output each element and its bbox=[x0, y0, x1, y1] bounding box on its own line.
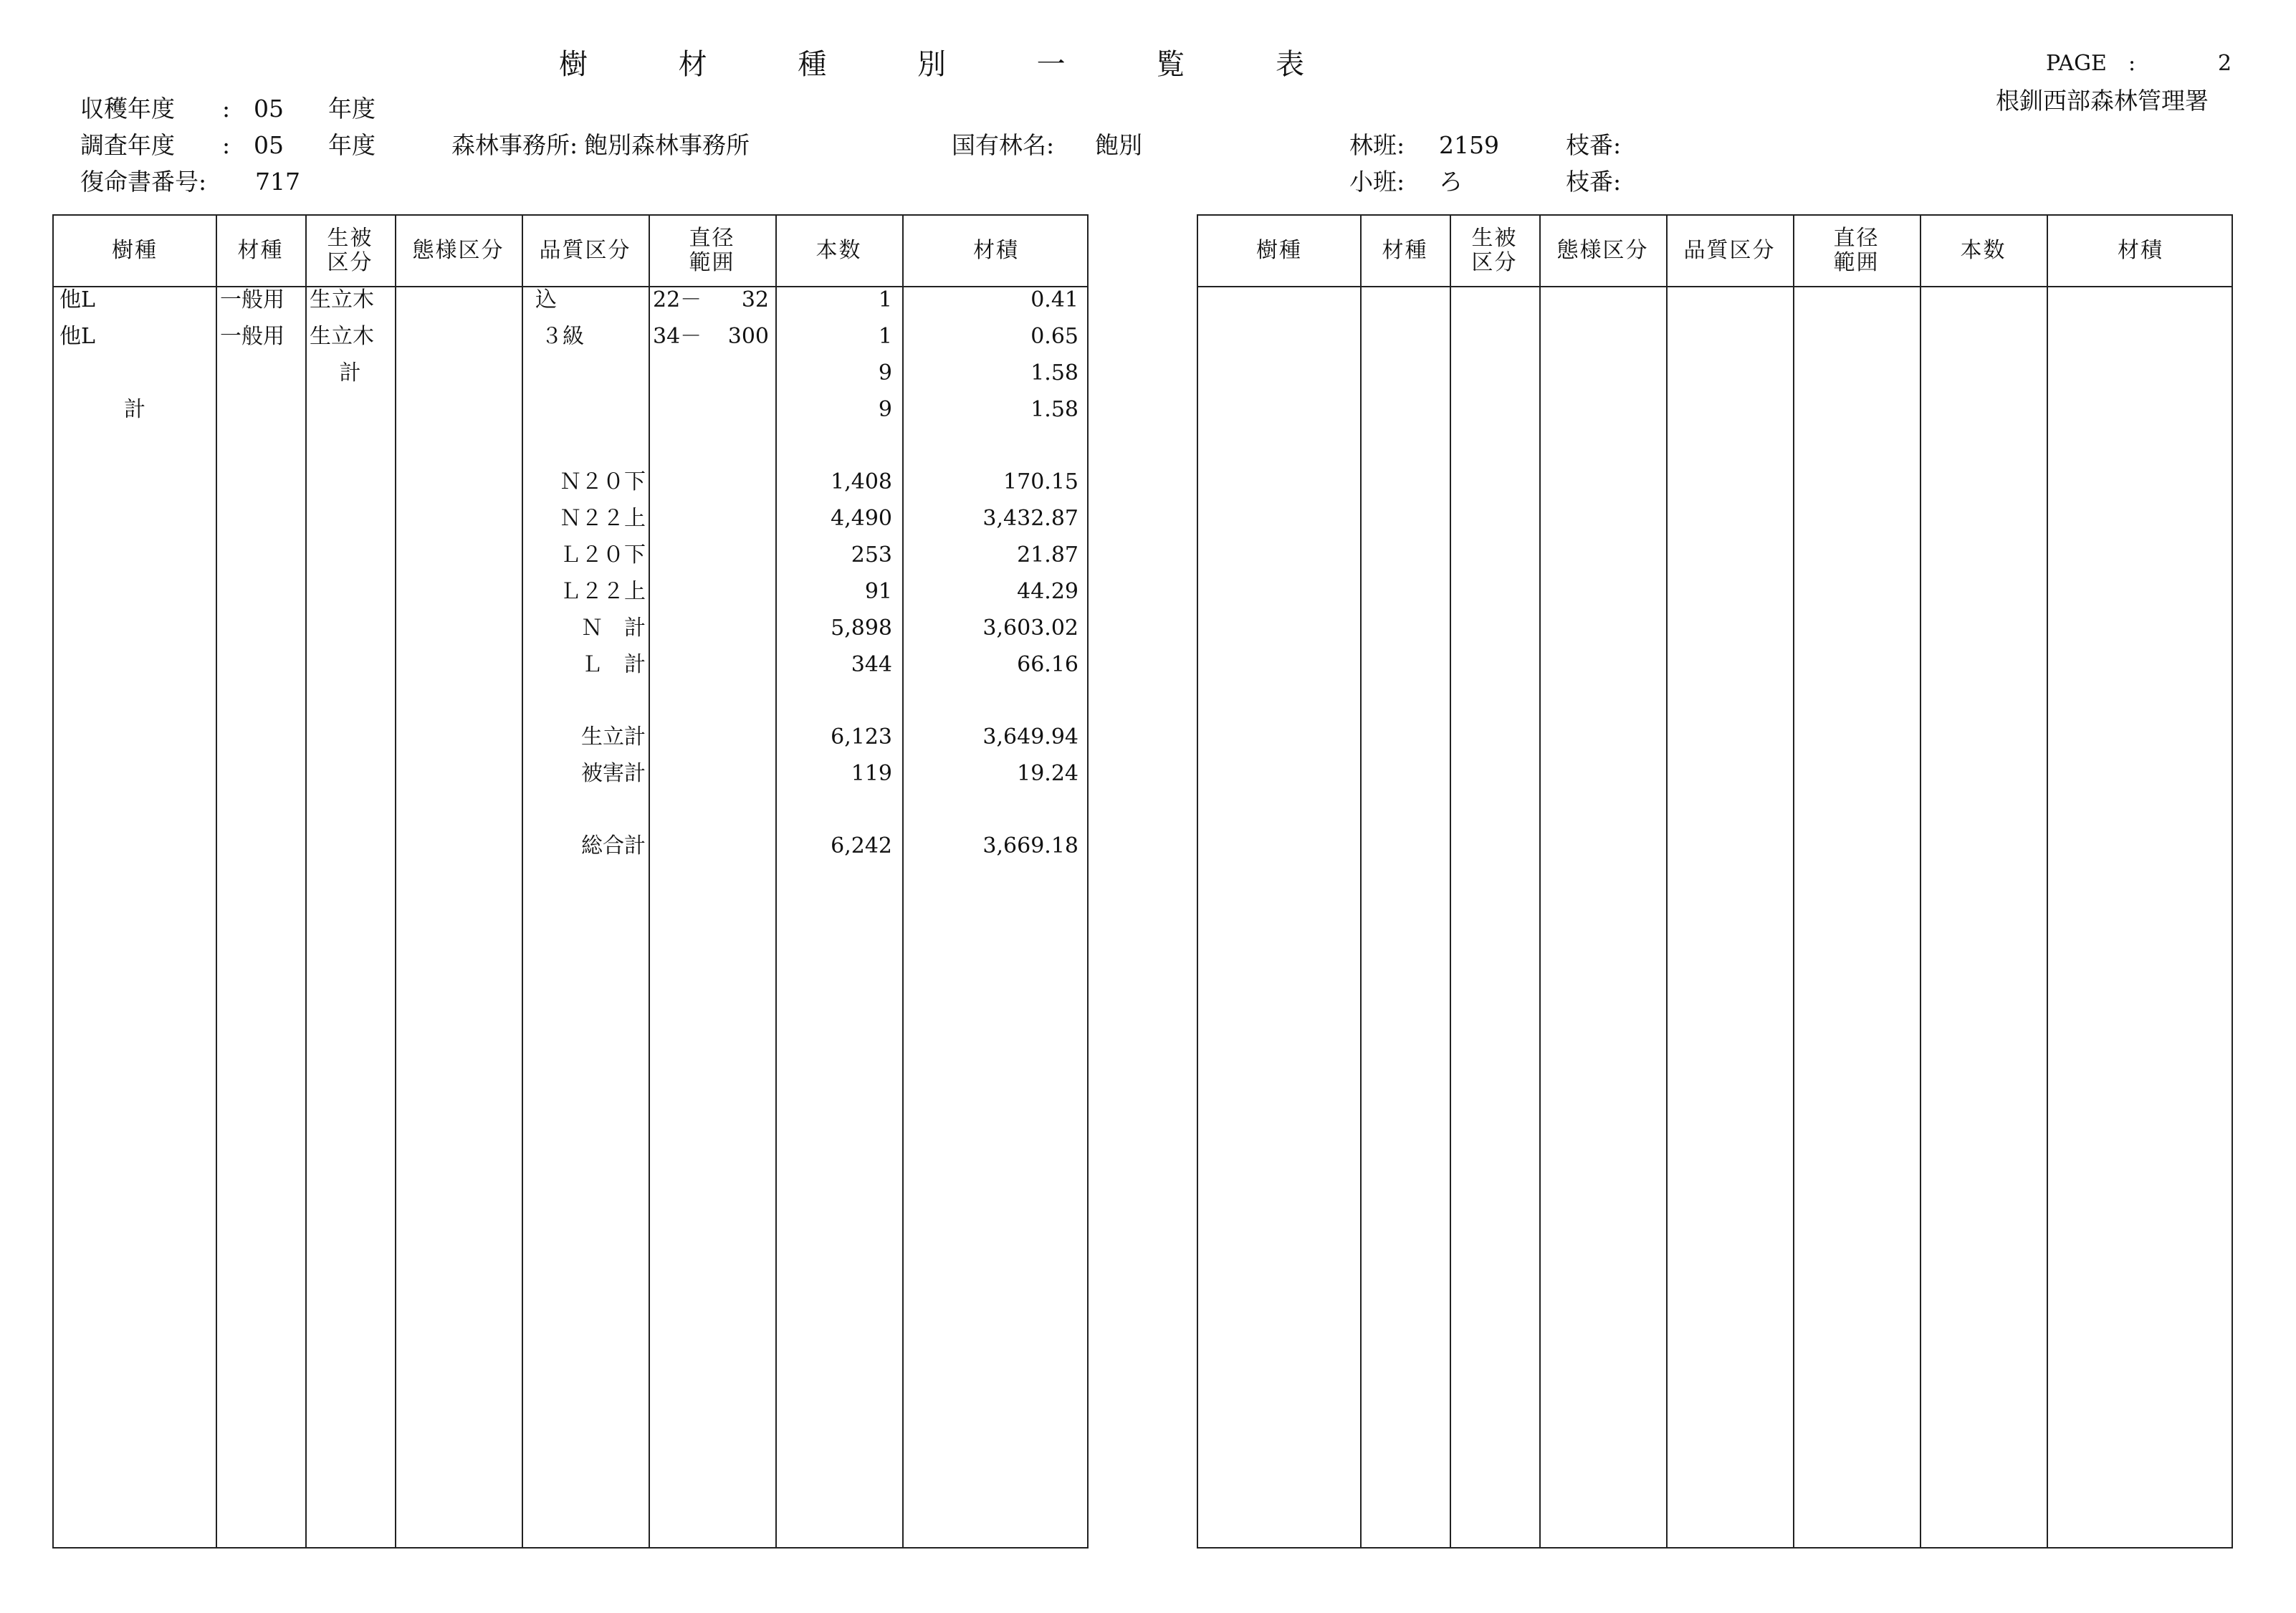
col-header-diameter: 直径 範囲 bbox=[1833, 225, 1880, 275]
col-header-volume: 材積 bbox=[973, 237, 1019, 263]
title-char: 覧 bbox=[1156, 48, 1185, 81]
summary-count: 1,408 bbox=[831, 469, 892, 494]
col-header-species: 樹種 bbox=[1256, 237, 1302, 263]
cell-volume: 0.41 bbox=[1030, 287, 1078, 312]
col-header-form: 態様区分 bbox=[412, 237, 504, 263]
summary-count: 91 bbox=[864, 579, 892, 604]
forest-office-label: 森林事務所: bbox=[451, 131, 578, 159]
title-char: 材 bbox=[678, 48, 707, 81]
col-header-count: 本数 bbox=[1960, 237, 2006, 263]
summary-count: 344 bbox=[851, 652, 892, 677]
national-forest-label: 国有林名: bbox=[952, 131, 1055, 159]
summary-count: 119 bbox=[851, 761, 892, 786]
cell-species: 他L bbox=[59, 287, 95, 312]
cell-quality: ３級 bbox=[541, 324, 584, 349]
summary-label: Ｌ２０下 bbox=[560, 542, 646, 568]
cell-species: 他L bbox=[59, 324, 95, 349]
compartment-label: 林班: bbox=[1349, 131, 1405, 159]
cell-material: 一般用 bbox=[220, 287, 284, 312]
summary-volume: 66.16 bbox=[1017, 652, 1078, 677]
col-header-species: 樹種 bbox=[112, 237, 158, 263]
summary-label: Ｎ２２上 bbox=[560, 506, 646, 531]
summary-label: 生立計 bbox=[581, 724, 646, 750]
title-char: 種 bbox=[798, 48, 827, 81]
title-char: 表 bbox=[1275, 48, 1304, 81]
title-char: 一 bbox=[1036, 48, 1066, 81]
summary-label: Ｎ 計 bbox=[581, 616, 646, 641]
branch-label-2: 枝番: bbox=[1566, 168, 1622, 196]
summary-volume: 3,432.87 bbox=[982, 506, 1078, 531]
branch-label: 枝番: bbox=[1566, 131, 1622, 159]
cell-diameter-max: 300 bbox=[727, 324, 769, 349]
summary-volume: 3,649.94 bbox=[982, 724, 1078, 750]
summary-count: 4,490 bbox=[831, 506, 892, 531]
species-table-right bbox=[1197, 214, 2233, 1549]
summary-volume: 21.87 bbox=[1017, 542, 1078, 568]
page-separator: : bbox=[2128, 51, 2136, 76]
page-number: 2 bbox=[2218, 51, 2232, 76]
col-header-volume: 材積 bbox=[2118, 237, 2163, 263]
col-header-status: 生被 区分 bbox=[1471, 225, 1518, 275]
report-number-value: 717 bbox=[255, 168, 300, 196]
compartment-value: 2159 bbox=[1439, 131, 1499, 159]
cell-volume: 0.65 bbox=[1030, 324, 1078, 349]
harvest-year-value: 05 bbox=[254, 95, 284, 123]
survey-year-label: 調査年度 bbox=[80, 131, 175, 159]
cell-material: 一般用 bbox=[220, 324, 284, 349]
page-label: PAGE bbox=[2046, 51, 2107, 76]
summary-volume: 3,603.02 bbox=[982, 616, 1078, 641]
cell-count: 9 bbox=[878, 360, 892, 386]
colon: : bbox=[222, 131, 231, 159]
grand-total-volume: 3,669.18 bbox=[982, 833, 1078, 858]
cell-status: 生立木 bbox=[310, 324, 374, 349]
summary-label: 被害計 bbox=[581, 761, 646, 786]
sub-compartment-label: 小班: bbox=[1349, 168, 1405, 196]
col-header-quality: 品質区分 bbox=[539, 237, 631, 263]
cell-diameter-min: 22－ bbox=[653, 287, 702, 312]
survey-year-unit: 年度 bbox=[328, 131, 376, 159]
cell-count: 1 bbox=[878, 287, 892, 312]
summary-volume: 44.29 bbox=[1017, 579, 1078, 604]
col-header-material: 材種 bbox=[237, 237, 284, 263]
title-char: 樹 bbox=[559, 48, 588, 81]
office-name: 根釧西部森林管理署 bbox=[1996, 87, 2209, 115]
harvest-year-label: 収穫年度 bbox=[80, 95, 175, 123]
cell-count: 9 bbox=[878, 397, 892, 422]
survey-year-value: 05 bbox=[254, 131, 284, 159]
species-table-left bbox=[52, 214, 1089, 1549]
harvest-year-unit: 年度 bbox=[328, 95, 376, 123]
report-number-label: 復命書番号: bbox=[80, 168, 207, 196]
national-forest-value: 飽別 bbox=[1095, 131, 1142, 159]
summary-label: Ｎ２０下 bbox=[560, 469, 646, 494]
summary-count: 253 bbox=[851, 542, 892, 568]
summary-volume: 170.15 bbox=[1003, 469, 1078, 494]
col-header-count: 本数 bbox=[815, 237, 862, 263]
summary-label: Ｌ２２上 bbox=[560, 579, 646, 604]
grand-total-label: 総合計 bbox=[581, 833, 646, 858]
cell-quality: 込 bbox=[535, 287, 557, 312]
title-char: 別 bbox=[917, 48, 946, 81]
grand-total-count: 6,242 bbox=[831, 833, 892, 858]
forest-office-value: 飽別森林事務所 bbox=[584, 131, 750, 159]
summary-label: Ｌ 計 bbox=[581, 652, 646, 677]
cell-diameter-min: 34－ bbox=[653, 324, 702, 349]
summary-volume: 19.24 bbox=[1017, 761, 1078, 786]
col-header-form: 態様区分 bbox=[1556, 237, 1649, 263]
col-header-status: 生被 区分 bbox=[327, 225, 373, 275]
cell-volume: 1.58 bbox=[1030, 360, 1078, 386]
cell-status-subtotal: 計 bbox=[339, 360, 361, 386]
cell-volume: 1.58 bbox=[1030, 397, 1078, 422]
col-header-material: 材種 bbox=[1382, 237, 1428, 263]
cell-species-total: 計 bbox=[124, 397, 145, 422]
col-header-quality: 品質区分 bbox=[1683, 237, 1776, 263]
report-title bbox=[559, 50, 1304, 79]
summary-count: 6,123 bbox=[831, 724, 892, 750]
colon: : bbox=[222, 95, 231, 123]
col-header-diameter: 直径 範囲 bbox=[689, 225, 735, 275]
sub-compartment-value: ろ bbox=[1439, 168, 1463, 196]
cell-status: 生立木 bbox=[310, 287, 374, 312]
cell-diameter-max: 32 bbox=[741, 287, 769, 312]
cell-count: 1 bbox=[878, 324, 892, 349]
summary-count: 5,898 bbox=[831, 616, 892, 641]
